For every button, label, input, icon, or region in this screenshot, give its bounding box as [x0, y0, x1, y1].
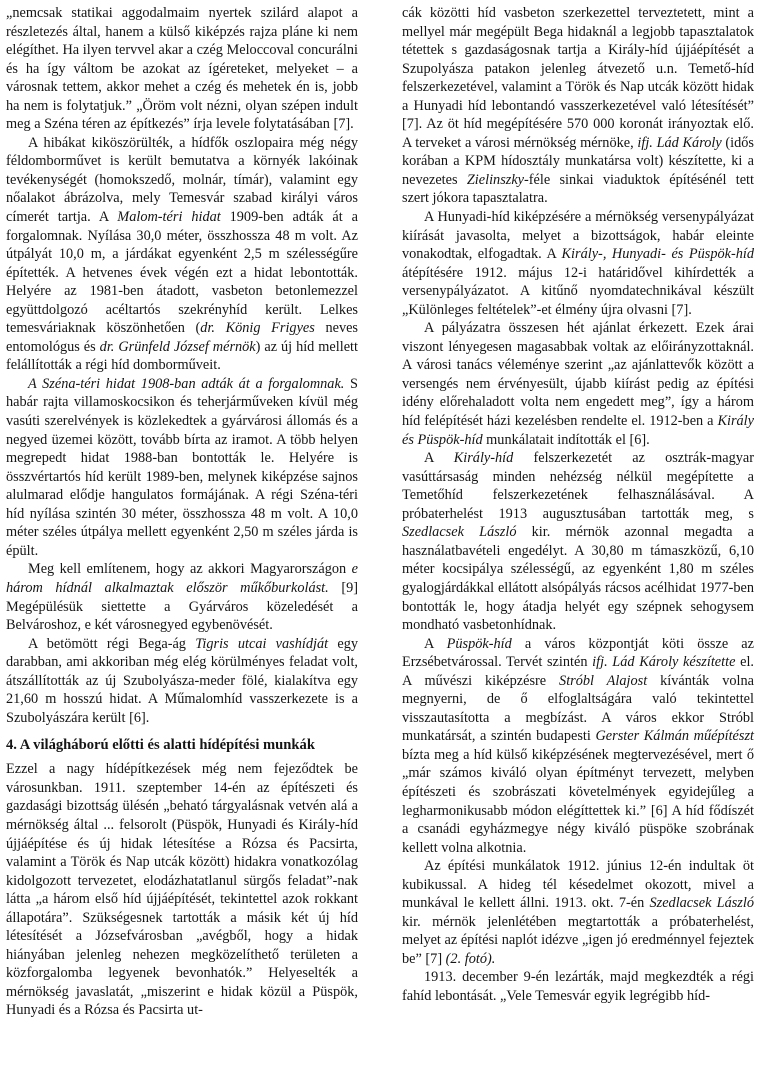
text-run: A — [424, 635, 447, 652]
text-run: kir. mérnök azonnal megadta a használatbavételi engedélyt. A 30,80 m támaszközű, 6,10 méter kocsipálya szélességű, az egyenként 1,80 m széles gyalogjárdákkal ellátott alsópályás rácsos acélhidat 1977-ben bontották le, hogy átadja helyét egy szépnek sehogysem mondható vasbetonhídnak. — [402, 524, 754, 634]
italic-run: Szedlacsek László — [649, 895, 754, 912]
text-run: A — [424, 450, 454, 467]
text-run: el. A művészi kiképzésre — [402, 654, 754, 689]
text-run: bízta meg a híd külső kiképzésének megtervezésével, mert ő „már számos kiváló olyan építményt tervezett, melyben építészeti és szobrászati követelmények egyidejűleg a legharmonikusabb módon elégíttettek ki.” [6] A híd fődíszét a csanádi egyházmegye négy kiváló püspöke szobrának kellett volna alkotnia. — [402, 746, 754, 856]
italic-run: dr. König Frigyes — [200, 320, 315, 337]
text-run: „nemcsak statikai aggodalmaim nyertek szilárd alapot a részletezés által, hanem a külső kiképzés rajza pláne ki nem elégíthet. Ha ilyen tervvel akar a czég Meloccoval concurálni és ha így váltom be azokat az ígéreteket, melyeket – a városnak tettem, akkor mehet a czég és mehetek én is, jobb ha nem is folytatjuk.” „Öröm volt nézni, olyan szépen indult meg a Széna téren az építkezés” írja levele folytatásában [7]. — [6, 5, 358, 133]
text-run: átépítésére 1912. május 12-i határidővel kihírdették a versenypályázatot. A kitűnő nyomdatechnikával készült „Különleges feltételek”-et élmény újra olvasni [7]. — [402, 264, 754, 318]
italic-run: dr. Grünfeld József mérnök — [99, 338, 256, 355]
paragraph — [6, 4, 358, 134]
paragraph — [402, 4, 754, 208]
text-run: Ezzel a nagy hídépítkezések még nem fejeződtek be városunkban. 1911. szeptember 14-én az építészeti és gazdasági bizottság ülésén „beható tárgyalásnak vetvén alá a mérnökség által ... felsorolt (Püspök, Hunyadi és Király-híd újjáépítése és új hidak létesítése a Rózsa és Pacsirta, valamint a Török és Nap utcák között) hidakra vonatkozólag kidolgozott tervezetet, elodázhatatlanul sürgős feladat”-nak látta „a három első híd újjáépítését, tekintettel azok rokkant állapotára”. Szükségesnek tartották a másik két új híd létesítését a Józsefvárosban „avégből, hogy a hidak hiányában jelenleg nehezen megközelíthető területen a közforgalomba legyenek bevonhatók.” Helyeselték a mérnökség javaslatát, „miszerint e hidak közül a Püspök, Hunyadi és a Rózsa és Pacsirta ut- — [6, 761, 358, 1019]
text-run: neves entomológus és — [6, 320, 358, 355]
text-run: a város központját köti össze az Erzsébetvárossal. Tervét szintén — [402, 635, 754, 671]
text-run: A betömött régi Bega-ág — [28, 635, 196, 652]
paragraph — [6, 560, 358, 634]
text-run: egy darabban, ami akkoriban még elég körülményes feladat volt, átszállították az új Szubolyásza-meder fölé, kialakítva egy 21,60 m hosszú hidat. A Műmalomhíd vasszerkezete is a Szubolyászára került [6]. — [6, 635, 358, 726]
left-column — [6, 4, 358, 1020]
text-run: felszerkezetét az osztrák-magyar vasúttársaság minden nehézség nélkül megépítette a Temetőhíd felszerkezetének felhasználásával. A próbaterhelést 1913 augusztusában tartották meg, s — [402, 450, 754, 522]
italic-run: e három hídnál alkalmaztak először műkőburkolást. — [6, 561, 358, 596]
text-run: munkálatait indították el [6]. — [482, 431, 650, 448]
italic-run: Király és Püspök-híd — [402, 413, 754, 448]
paragraph — [402, 319, 754, 449]
section-heading: 4. A világháború előtti és alatti hídépítési munkák — [6, 737, 315, 754]
italic-run: Szedlacsek László — [402, 524, 517, 541]
italic-run: (2. fotó). — [445, 950, 496, 967]
right-column — [402, 4, 754, 1006]
italic-run: ifj. Lád Károly — [637, 134, 722, 151]
text-run: (idős korában a KPM hídosztály munkatársa volt) készítette, ki a nevezetes — [402, 134, 754, 188]
text-run: 1909-ben adták át a forgalomnak. Nyílása 30,0 méter, összhossza 48 m volt. Az útpályát 10,0 m, a járdákat egyenként 2,5 m szélességűre építették. A hetvenes évek végén ezt a hidat lebontották. Helyére az 1981-ben átadott, vasbeton betonlemezzel együttdolgozó acéltartós szekrényhíd került. Lelkes temesváriaknak köszönhetően ( — [6, 209, 358, 337]
text-run: ) az új híd mellett felállították a régi híd domborműveit. — [6, 338, 358, 374]
italic-run: Király-, Hunyadi- és Püspök-híd — [561, 246, 754, 263]
text-run: S habár rajta villamoskocsikon és teherjárműveken kívül még vasúti szerelvények is közlekedtek a gyárvárosi állomás és a negyed üzemei között, tovább bírta az iramot. A több helyen megrepedt hidat 1988-ban bontották le. Helyére is összvértartós híd került 1989-ben, melynek kiképzése sajnos alulmarad elődje hangulatos formájának. A régi Széna-téri híd nyílása szintén 30 méter, összhossza 48 m volt. A 10,0 méter széles útpálya mellett egyenként 2,50 m széles járda is épült. — [6, 375, 358, 559]
italic-run: Stróbl Alajost — [559, 672, 648, 689]
italic-run: Gerster Kálmán műépítészt — [595, 728, 754, 745]
text-run: 1913. december 9-én lezárták, majd megkezdték a régi fahíd lebontását. „Vele Temesvár egyik legrégibb híd- — [402, 969, 754, 1004]
italic-run: Tigris utcai vashídját — [195, 635, 329, 652]
italic-run: A Széna-téri hidat 1908-ban adták át a forgalomnak. — [28, 375, 345, 392]
paragraph — [402, 449, 754, 634]
paragraph — [402, 857, 754, 968]
text-run: A pályázatra összesen hét ajánlat érkezett. Ezek árai viszont lényegesen magasabbak voltak az előirányzottaknál. A városi tanács véleménye szerint „az ajánlattevők között a versengés nem érvényesült, újabb kiírást pedig az építési idény előrehaladott volta nem engedett meg”, így a három híd felépítését házi kezelésben rendelte el. 1912-ben a — [402, 320, 754, 430]
text-run: cák közötti híd vasbeton szerkezettel terveztetett, mint a mellyel már megépült Bega hidaknál a legjobb tapasztalatok tétettek s gazdaságosnak tartja a Király-híd újjáépítését a Szupolyásza patakon jelenleg átvezető u.n. Temető-híd felszerkezetével, valamint a Török és Nap utcák között hidak a Hunyadi híd lebontandó vasszerkezetével való létesítését” [7]. Az öt híd megépítésére 570 000 koronát irányoztak elő. A terveket a városi mérnökség mérnöke, — [402, 5, 754, 151]
italic-run: Püspök-híd — [446, 635, 512, 652]
text-run: [9] Megépülésük siettette a Gyárváros közeledését a Belvároshoz, e két városnegyed egybenövését. — [6, 579, 358, 634]
text-run: kir. mérnök jelenlétében megtartották a próbaterhelést, melyet az építési naplót idézve „igen jó eredménnyel fejeztek be” [7] — [402, 913, 754, 967]
text-run: Meg kell említenem, hogy az akkori Magyarországon — [28, 561, 352, 578]
paragraph — [6, 760, 358, 1020]
italic-run: Zielinszky — [466, 171, 525, 188]
paragraph — [402, 968, 754, 1005]
paragraph — [402, 635, 754, 858]
italic-run: Malom-téri hidat — [117, 209, 221, 226]
paragraph — [402, 208, 754, 319]
italic-run: ifj. Lád Károly készítette — [592, 654, 736, 671]
paragraph — [6, 635, 358, 728]
paragraph — [6, 134, 358, 375]
text-run: Az építési munkálatok 1912. június 12-én indultak öt kubikussal. A hideg tél késedelmet okozott, mivel a munkával le kellett állni. 1913. okt. 7-én — [402, 858, 754, 912]
text-run: A hibákat kiköszörülték, a hídfők oszlopaira még négy féldomborművet is került bemutatva a környék lakóinak tevékenységét (homokszedő, molnár, tímár), valamint egy nőalakot ábrázolva, mely Temesvár szabad királyi város címerét tartja. A — [6, 134, 358, 226]
text-run: -féle sinkai viaduktok építésénél tett szert jókora tapasztalatra. — [402, 171, 754, 207]
text-run: kívánták volna megnyerni, de ő elfoglaltságára való tekintettel visszautasította a megbízást. A város ekkor Stróbl munkatársát, a szintén budapesti — [402, 672, 754, 745]
paragraph — [6, 375, 358, 560]
text-run: A Hunyadi-híd kiképzésére a mérnökség versenypályázat kiírását javasolta, melyet a bizottságok, habár eleinte vonakodtak, elfogadtak. A — [402, 209, 754, 263]
italic-run: Király-híd — [453, 450, 514, 467]
